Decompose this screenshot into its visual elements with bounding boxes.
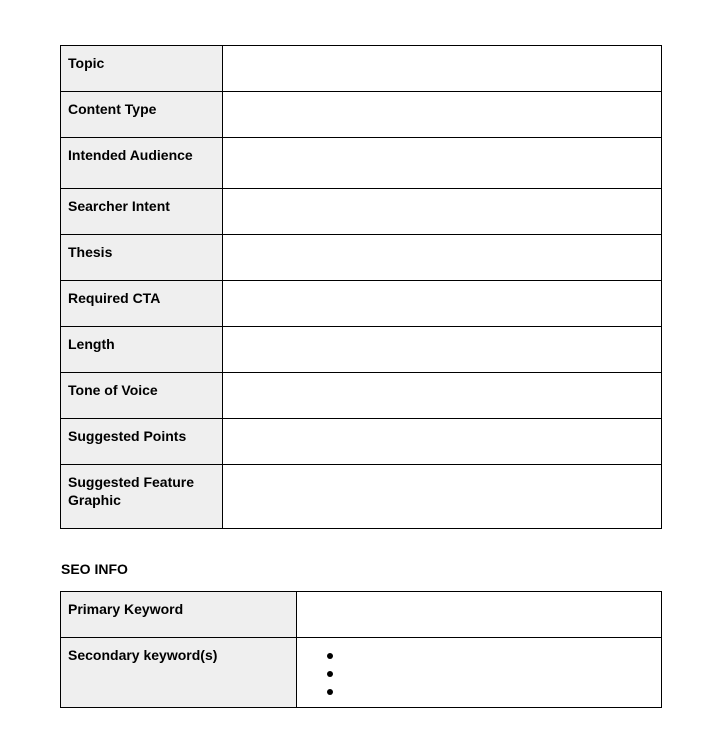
secondary-keywords-list [297,638,661,701]
thesis-field[interactable] [223,235,662,281]
table-row [61,592,662,638]
content-type-field[interactable] [223,92,662,138]
seo-info-table [60,591,662,708]
topic-label: Topic [61,46,223,92]
table-row [61,92,662,138]
table-row [61,138,662,189]
primary-keyword-field[interactable] [297,592,662,638]
required-cta-label: Required CTA [61,281,223,327]
suggested-feature-graphic-label: Suggested Feature Graphic [61,465,223,529]
content-type-label: Content Type [61,92,223,138]
searcher-intent-field[interactable] [223,189,662,235]
table-row [61,46,662,92]
searcher-intent-label: Searcher Intent [61,189,223,235]
tone-of-voice-field[interactable] [223,373,662,419]
secondary-keywords-label: Secondary keyword(s) [61,638,297,708]
table-row [61,281,662,327]
list-item[interactable] [327,665,661,683]
length-label: Length [61,327,223,373]
suggested-points-field[interactable] [223,419,662,465]
primary-keyword-label: Primary Keyword [61,592,297,638]
suggested-feature-graphic-field[interactable] [223,465,662,529]
length-field[interactable] [223,327,662,373]
intended-audience-label: Intended Audience [61,138,223,189]
required-cta-field[interactable] [223,281,662,327]
list-item[interactable] [327,683,661,701]
seo-info-heading: SEO INFO [61,561,128,577]
table-row [61,465,662,529]
topic-field[interactable] [223,46,662,92]
table-row [61,373,662,419]
intended-audience-field[interactable] [223,138,662,189]
thesis-label: Thesis [61,235,223,281]
tone-of-voice-label: Tone of Voice [61,373,223,419]
list-item[interactable] [327,647,661,665]
content-brief-table [60,45,662,529]
secondary-keywords-field[interactable] [297,638,662,708]
table-row [61,419,662,465]
table-row [61,235,662,281]
table-row [61,327,662,373]
table-row [61,638,662,708]
table-row [61,189,662,235]
suggested-points-label: Suggested Points [61,419,223,465]
